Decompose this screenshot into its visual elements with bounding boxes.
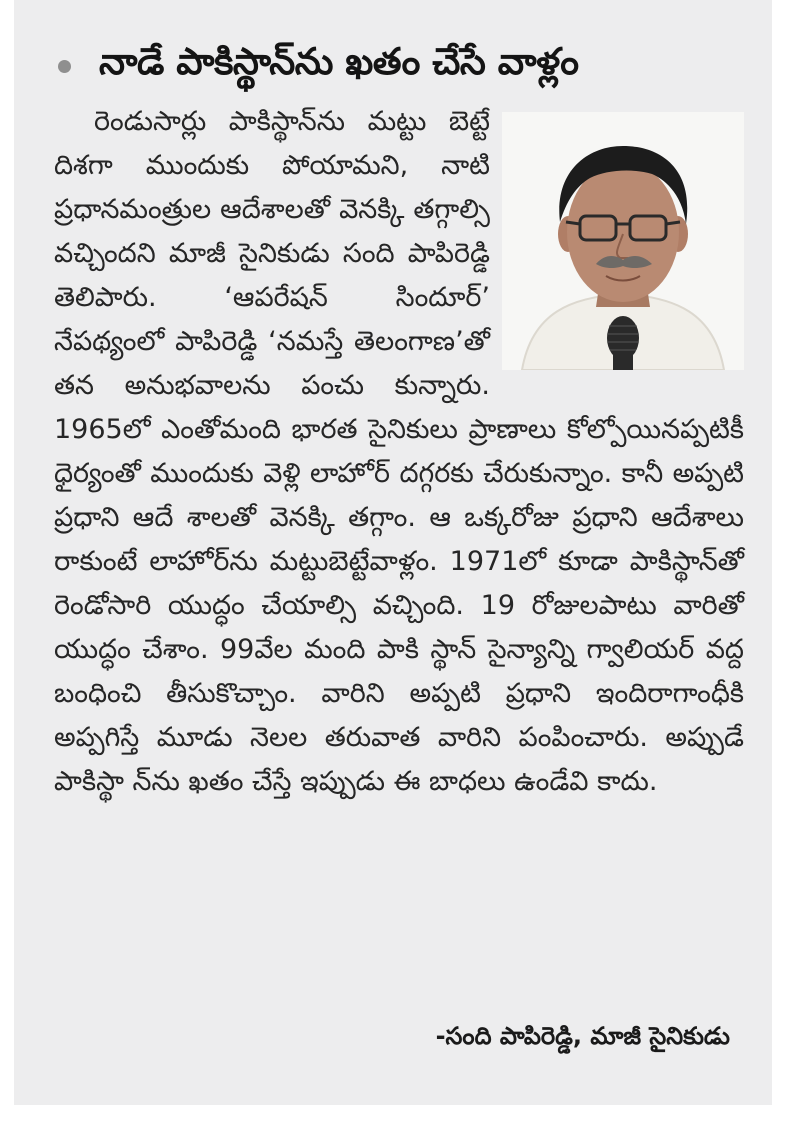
bullet-icon: [58, 60, 71, 73]
article-byline: -సంది పాపిరెడ్డి, మాజీ సైనికుడు: [435, 1022, 730, 1050]
article-clipping: [14, 0, 772, 1105]
article-body-container: [54, 100, 744, 804]
article-body: రెండుసార్లు పాకిస్థాన్‌ను మట్టు బెట్టే దిశగా ముందుకు పోయామని, నాటి ప్రధానమంత్రుల ఆదేశాలతో వెనక్కి తగ్గాల్సి వచ్చిందని మాజీ సైనికుడు సంది పాపిరెడ్డి తెలిపారు. ‘ఆపరేషన్ సిందూర్’ నేపథ్యంలో పాపిరెడ్డి ‘నమస్తే తెలంగాణ’తో తన అనుభవాలను పంచు కున్నారు. 1965లో ఎంతోమంది భారత సైనికులు ప్రాణాలు కోల్పోయినప్పటికీ ధైర్యంతో ముందుకు వెళ్లి లాహోర్ దగ్గరకు చేరుకున్నాం. కానీ అప్పటి ప్రధాని ఆదే శాలతో వెనక్కి తగ్గాం. ఆ ఒక్కరోజు ప్రధాని ఆదేశాలు రాకుంటే లాహోర్‌ను మట్టుబెట్టేవాళ్లం. 1971లో కూడా పాకిస్థాన్‌తో రెండోసారి యుద్ధం చేయాల్సి వచ్చింది. 19 రోజులపాటు వారితో యుద్ధం చేశాం. 99వేల మంది పాకి స్థాన్ సైన్యాన్ని గ్వాలియర్ వద్ద బంధించి తీసుకొచ్చాం. వారిని అప్పటి ప్రధాని ఇందిరాగాంధీకి అప్పగిస్తే మూడు నెలల తరువాత వారిని పంపించారు. అప్పుడే పాకిస్థా న్‌ను ఖతం చేస్తే ఇప్పుడు ఈ బాధలు ఉండేవి కాదు.: [54, 106, 744, 797]
headline-row: [14, 36, 772, 96]
article-headline: నాడే పాకిస్థాన్‌ను ఖతం చేసే వాళ్లం: [99, 40, 579, 83]
